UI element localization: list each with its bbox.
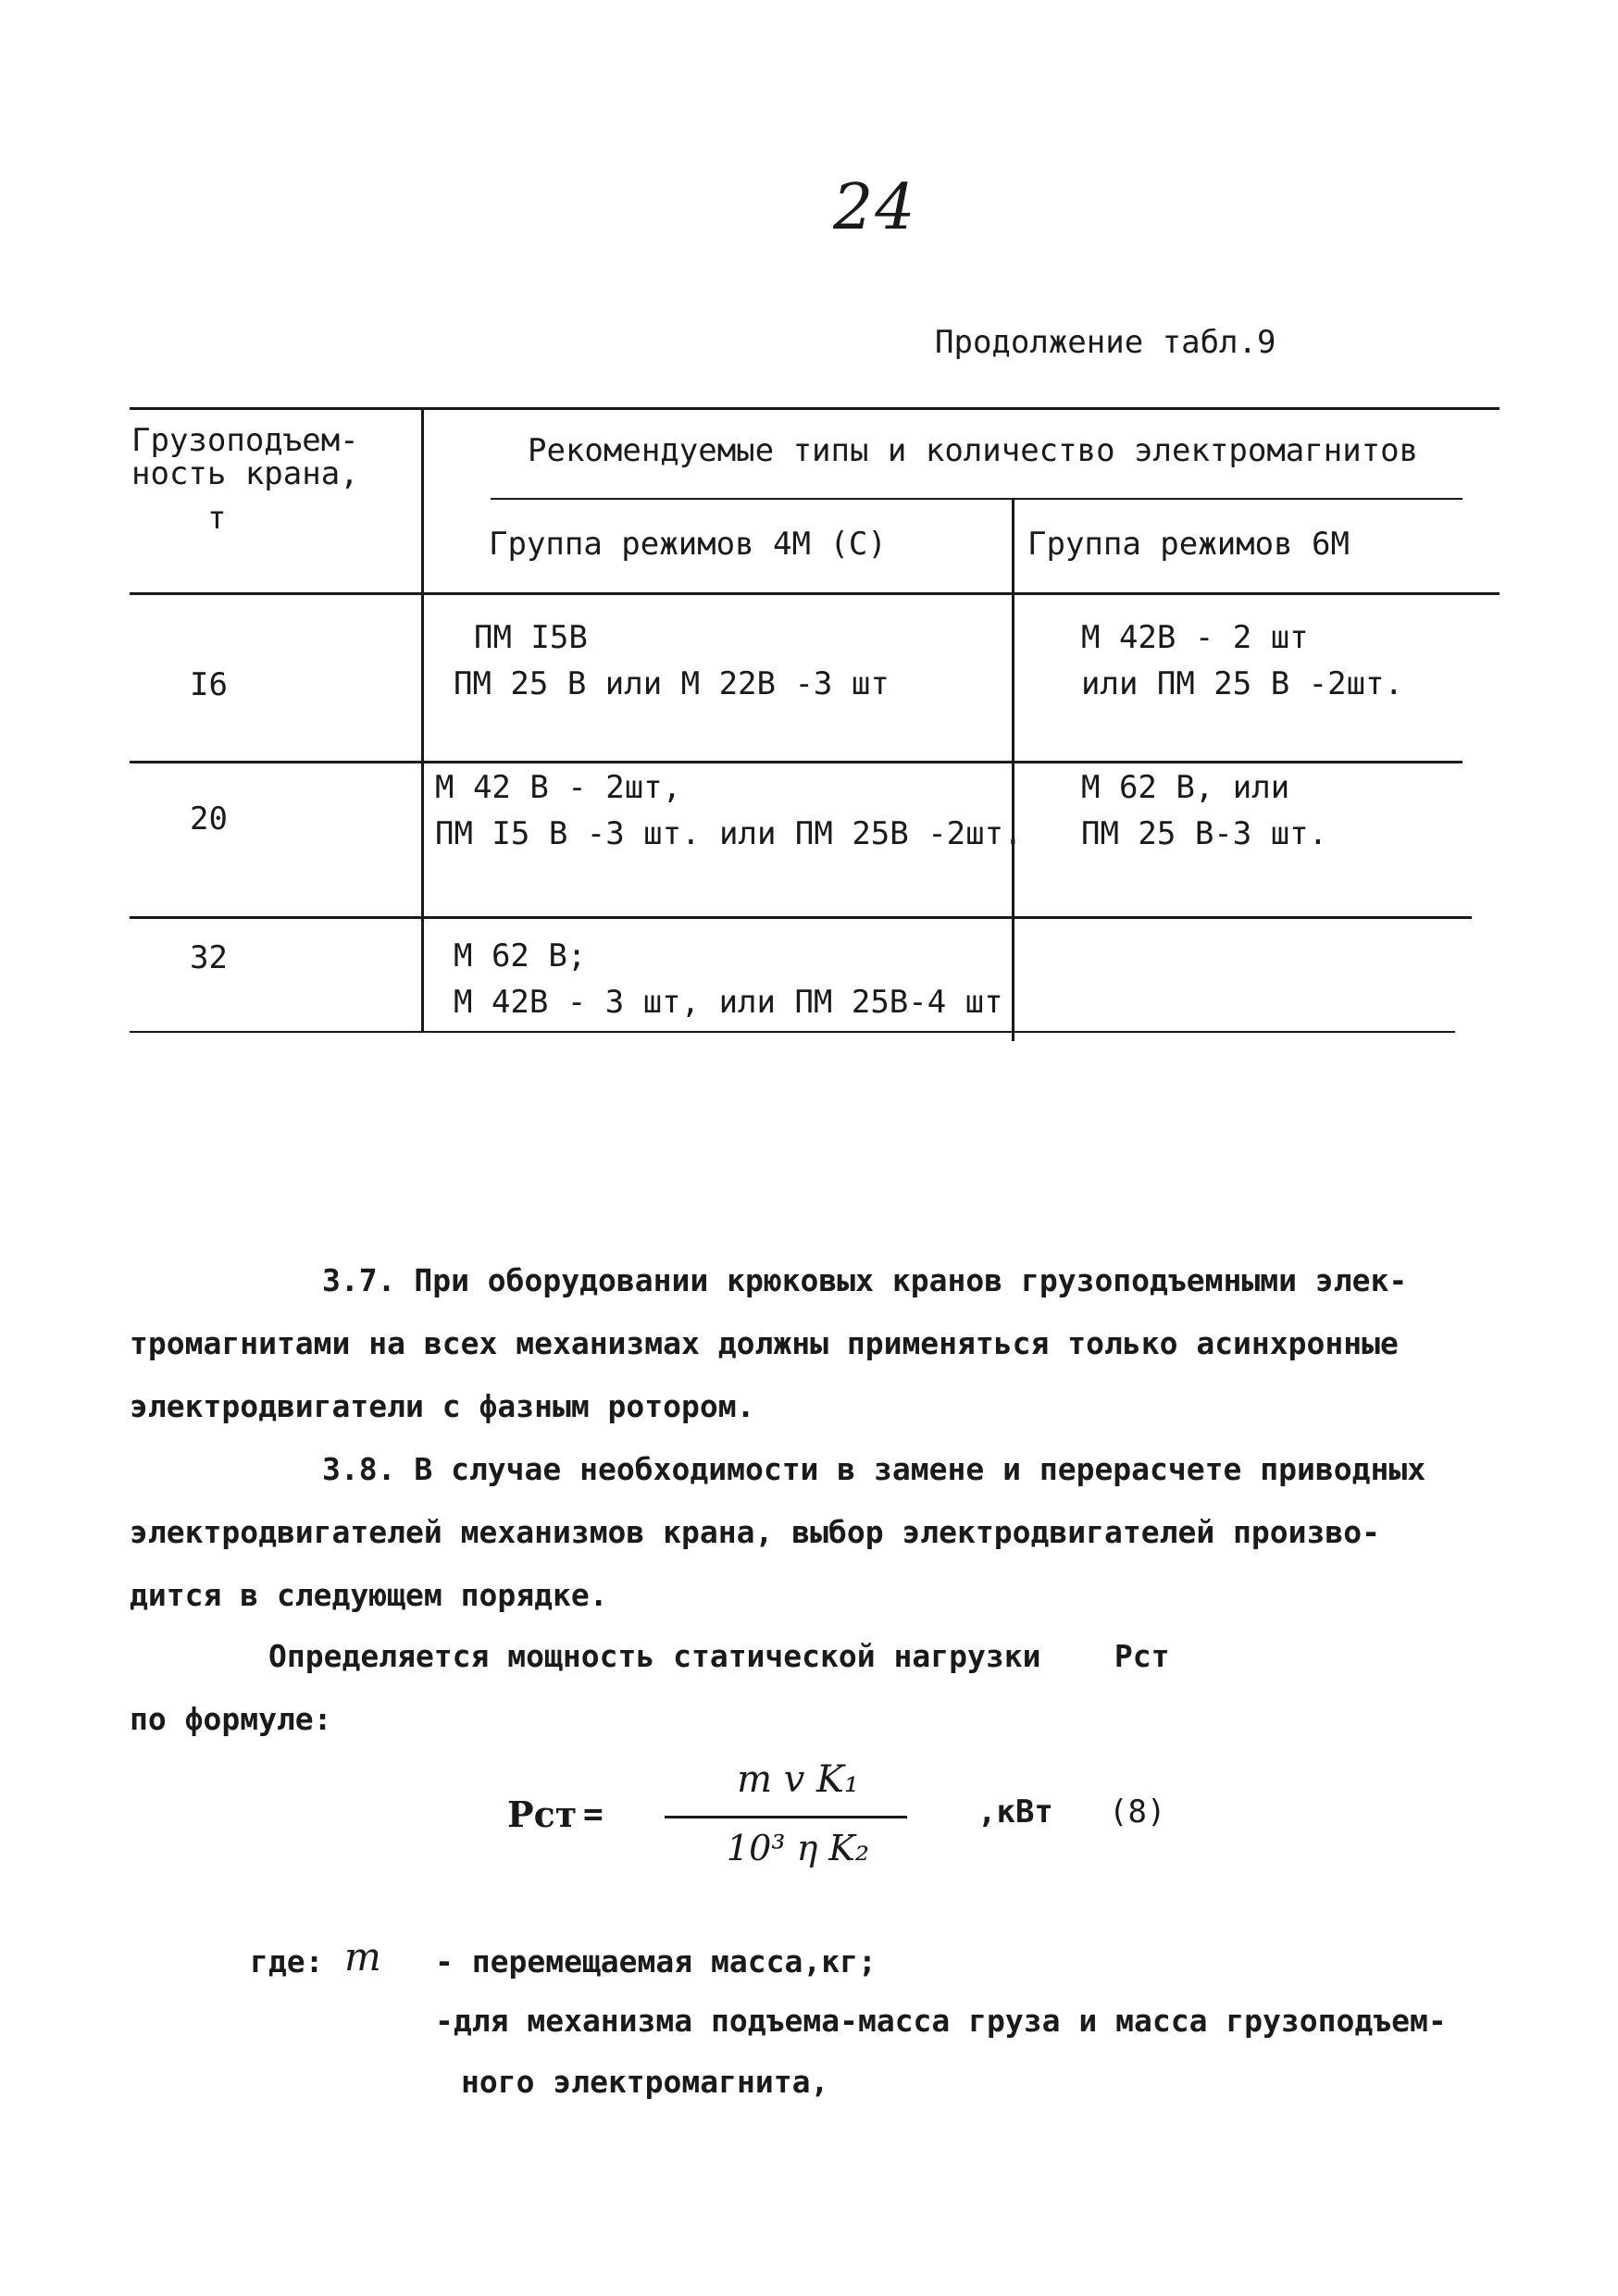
row2-group-4m <box>435 764 1023 857</box>
table-row2-bottom-rule <box>130 916 1472 919</box>
formula-numerator: m v K₁ <box>737 1758 859 1801</box>
table-bottom-rule <box>130 1031 1455 1033</box>
header-capacity <box>131 424 359 535</box>
where-definition: -для механизма подъема-масса груза и масса грузоподъем- <box>435 2003 1447 2039</box>
row2-group-6m <box>1081 764 1327 857</box>
row2-capacity: 20 <box>190 800 228 838</box>
formula-equals: = <box>583 1795 604 1833</box>
paragraph-line: 3.8. В случае необходимости в замене и перерасчете приводных <box>322 1451 1426 1487</box>
row2-group-6m-line: ПМ 25 В-3 шт. <box>1081 815 1328 852</box>
row1-group-4m-line: ПМ 25 В или М 22В -3 шт <box>454 665 890 702</box>
where-symbol: m <box>344 1934 381 1980</box>
where-label: где: <box>250 1943 324 1980</box>
row3-group-4m-line: М 42В - 3 шт, или ПМ 25В-4 шт <box>454 984 1003 1021</box>
formula-unit: ,кВт <box>977 1793 1053 1831</box>
row1-group-6m <box>1081 614 1403 707</box>
paragraph-line: 3.7. При оборудовании крюковых кранов грузоподъемными элек- <box>322 1262 1408 1298</box>
paragraph-line: электродвигатели с фазным ротором. <box>130 1388 755 1424</box>
paragraph-line: тромагнитами на всех механизмах должны применяться только асинхронные <box>130 1325 1399 1361</box>
table-header-subrule <box>491 498 1462 500</box>
row2-group-4m-line: ПМ I5 В -3 шт. или ПМ 25В -2шт. <box>435 815 1023 852</box>
page-number: 24 <box>833 171 917 244</box>
header-capacity-line: Грузоподъем- <box>131 422 359 459</box>
formula-number: (8) <box>1109 1793 1166 1831</box>
header-capacity-unit: т <box>207 500 227 537</box>
row1-capacity: I6 <box>190 666 228 703</box>
paragraph-line: дится в следующем порядке. <box>130 1577 608 1613</box>
paragraph-3-8 <box>130 1438 1425 1627</box>
row2-group-4m-line: М 42 В - 2шт, <box>435 769 682 806</box>
header-capacity-line: ность крана, <box>131 455 359 492</box>
table-header-bottom-rule <box>130 592 1500 595</box>
row1-group-6m-line: М 42В - 2 шт <box>1081 619 1309 656</box>
table-row1-bottom-rule <box>130 761 1462 763</box>
row1-group-6m-line: или ПМ 25 В -2шт. <box>1081 665 1403 702</box>
table-caption: Продолжение табл.9 <box>935 324 1276 361</box>
where-definition: - перемещаемая масса,кг; <box>435 1943 877 1980</box>
formula-lhs: Рст <box>507 1793 578 1835</box>
row1-group-4m-line: ПМ I5В <box>474 619 588 656</box>
paragraph-static-load <box>130 1625 1170 1751</box>
paragraph-line: по формуле: <box>130 1701 332 1737</box>
formula-fraction-bar <box>665 1816 907 1818</box>
header-group-6m: Группа режимов 6М <box>1027 526 1350 563</box>
formula-denominator: 10³ η K₂ <box>726 1828 870 1868</box>
row1-group-4m <box>454 614 890 707</box>
row3-group-4m <box>454 933 1003 1025</box>
paragraph-3-7 <box>130 1249 1407 1438</box>
header-group-4m: Группа режимов 4М (С) <box>489 526 887 563</box>
header-recommended: Рекомендуемые типы и количество электромагнитов <box>528 432 1419 469</box>
paragraph-line: Определяется мощность статической нагрузки Рст <box>268 1638 1170 1674</box>
table-top-rule <box>130 407 1500 410</box>
row3-group-4m-line: М 62 В; <box>454 937 587 974</box>
where-definition: ного электромагнита, <box>461 2064 829 2100</box>
row2-group-6m-line: М 62 В, или <box>1081 769 1290 806</box>
paragraph-line: электродвигателей механизмов крана, выбор электродвигателей произво- <box>130 1514 1381 1550</box>
table-col1-divider <box>421 407 424 1033</box>
row3-capacity: 32 <box>190 939 228 976</box>
